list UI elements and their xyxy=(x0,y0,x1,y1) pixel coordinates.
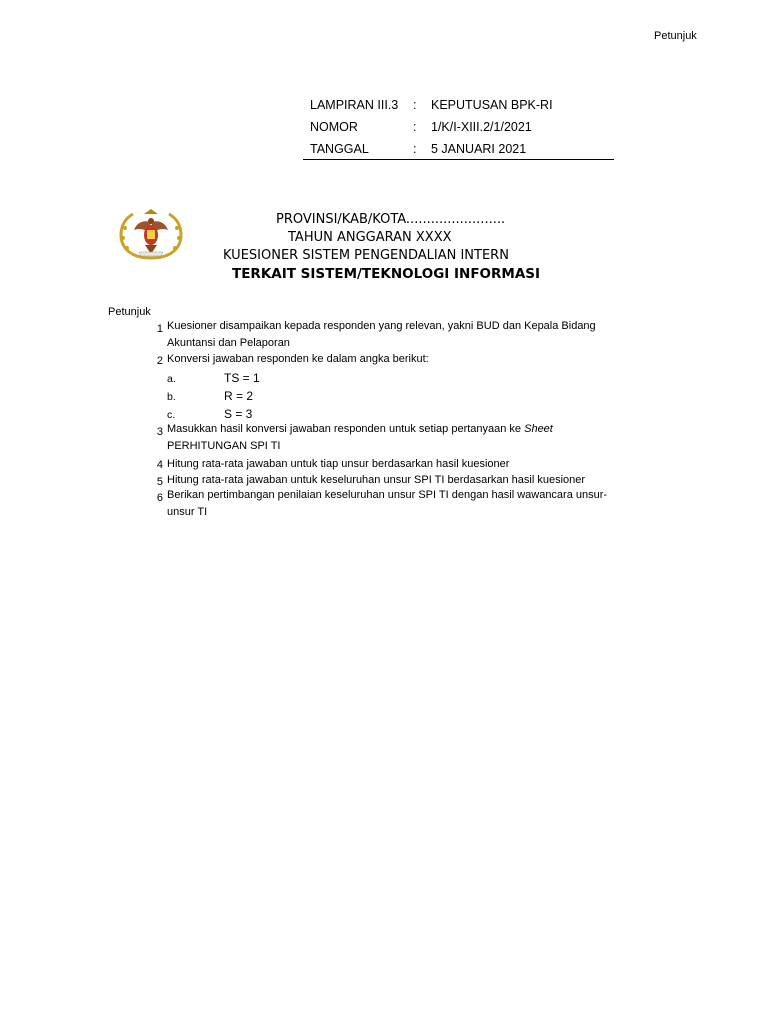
item-text-italic: Sheet xyxy=(524,423,553,435)
conversion-value: TS = 1 xyxy=(224,371,260,385)
conversion-letter: c. xyxy=(167,409,176,421)
title-fiscal-year: TAHUN ANGGARAN XXXX xyxy=(288,230,452,245)
conversion-value: R = 2 xyxy=(224,389,254,403)
item-number: 1 xyxy=(156,323,163,335)
conversion-letter: a. xyxy=(167,373,176,385)
item-number: 5 xyxy=(156,476,163,488)
lampiran-value: 5 JANUARI 2021 xyxy=(431,142,527,156)
lampiran-value: KEPUTUSAN BPK-RI xyxy=(431,98,553,112)
item-text: Kuesioner disampaikan kepada responden yang relevan, yakni BUD dan Kepala Bidang xyxy=(167,320,596,332)
title-questionnaire: KUESIONER SISTEM PENGENDALIAN INTERN xyxy=(223,248,509,263)
instructions-label: Petunjuk xyxy=(108,306,151,318)
item-number: 2 xyxy=(156,355,163,367)
item-number: 3 xyxy=(156,426,163,438)
item-text: Berikan pertimbangan penilaian keseluruhan unsur SPI TI dengan hasil wawancara unsur- xyxy=(167,489,608,501)
item-text xyxy=(167,421,553,438)
conversion-value: S = 3 xyxy=(224,407,253,421)
lampiran-key: NOMOR xyxy=(310,120,358,134)
header-tag: Petunjuk xyxy=(654,30,697,42)
item-number: 4 xyxy=(156,459,163,471)
item-text-continued: unsur TI xyxy=(167,506,208,518)
title-subject: TERKAIT SISTEM/TEKNOLOGI INFORMASI xyxy=(232,266,541,282)
item-number: 6 xyxy=(156,492,163,504)
item-text: Hitung rata-rata jawaban untuk tiap unsur berdasarkan hasil kuesioner xyxy=(167,458,510,470)
lampiran-separator: : xyxy=(413,142,417,156)
lampiran-key: TANGGAL xyxy=(310,142,369,156)
item-text: Konversi jawaban responden ke dalam angka berikut: xyxy=(167,353,429,365)
lampiran-value: 1/K/I-XIII.2/1/2021 xyxy=(431,120,532,134)
lampiran-separator: : xyxy=(413,120,417,134)
conversion-letter: b. xyxy=(167,391,176,403)
title-province: PROVINSI/KAB/KOTA........................ xyxy=(276,212,506,227)
item-text-continued: Akuntansi dan Pelaporan xyxy=(167,337,290,349)
item-text: Hitung rata-rata jawaban untuk keseluruhan unsur SPI TI berdasarkan hasil kuesioner xyxy=(167,474,586,486)
lampiran-separator: : xyxy=(413,98,417,112)
item-text-main: Masukkan hasil konversi jawaban responden untuk setiap pertanyaan ke xyxy=(167,423,525,435)
item-text-continued: PERHITUNGAN SPI TI xyxy=(167,440,281,452)
lampiran-key: LAMPIRAN III.3 xyxy=(310,98,399,112)
